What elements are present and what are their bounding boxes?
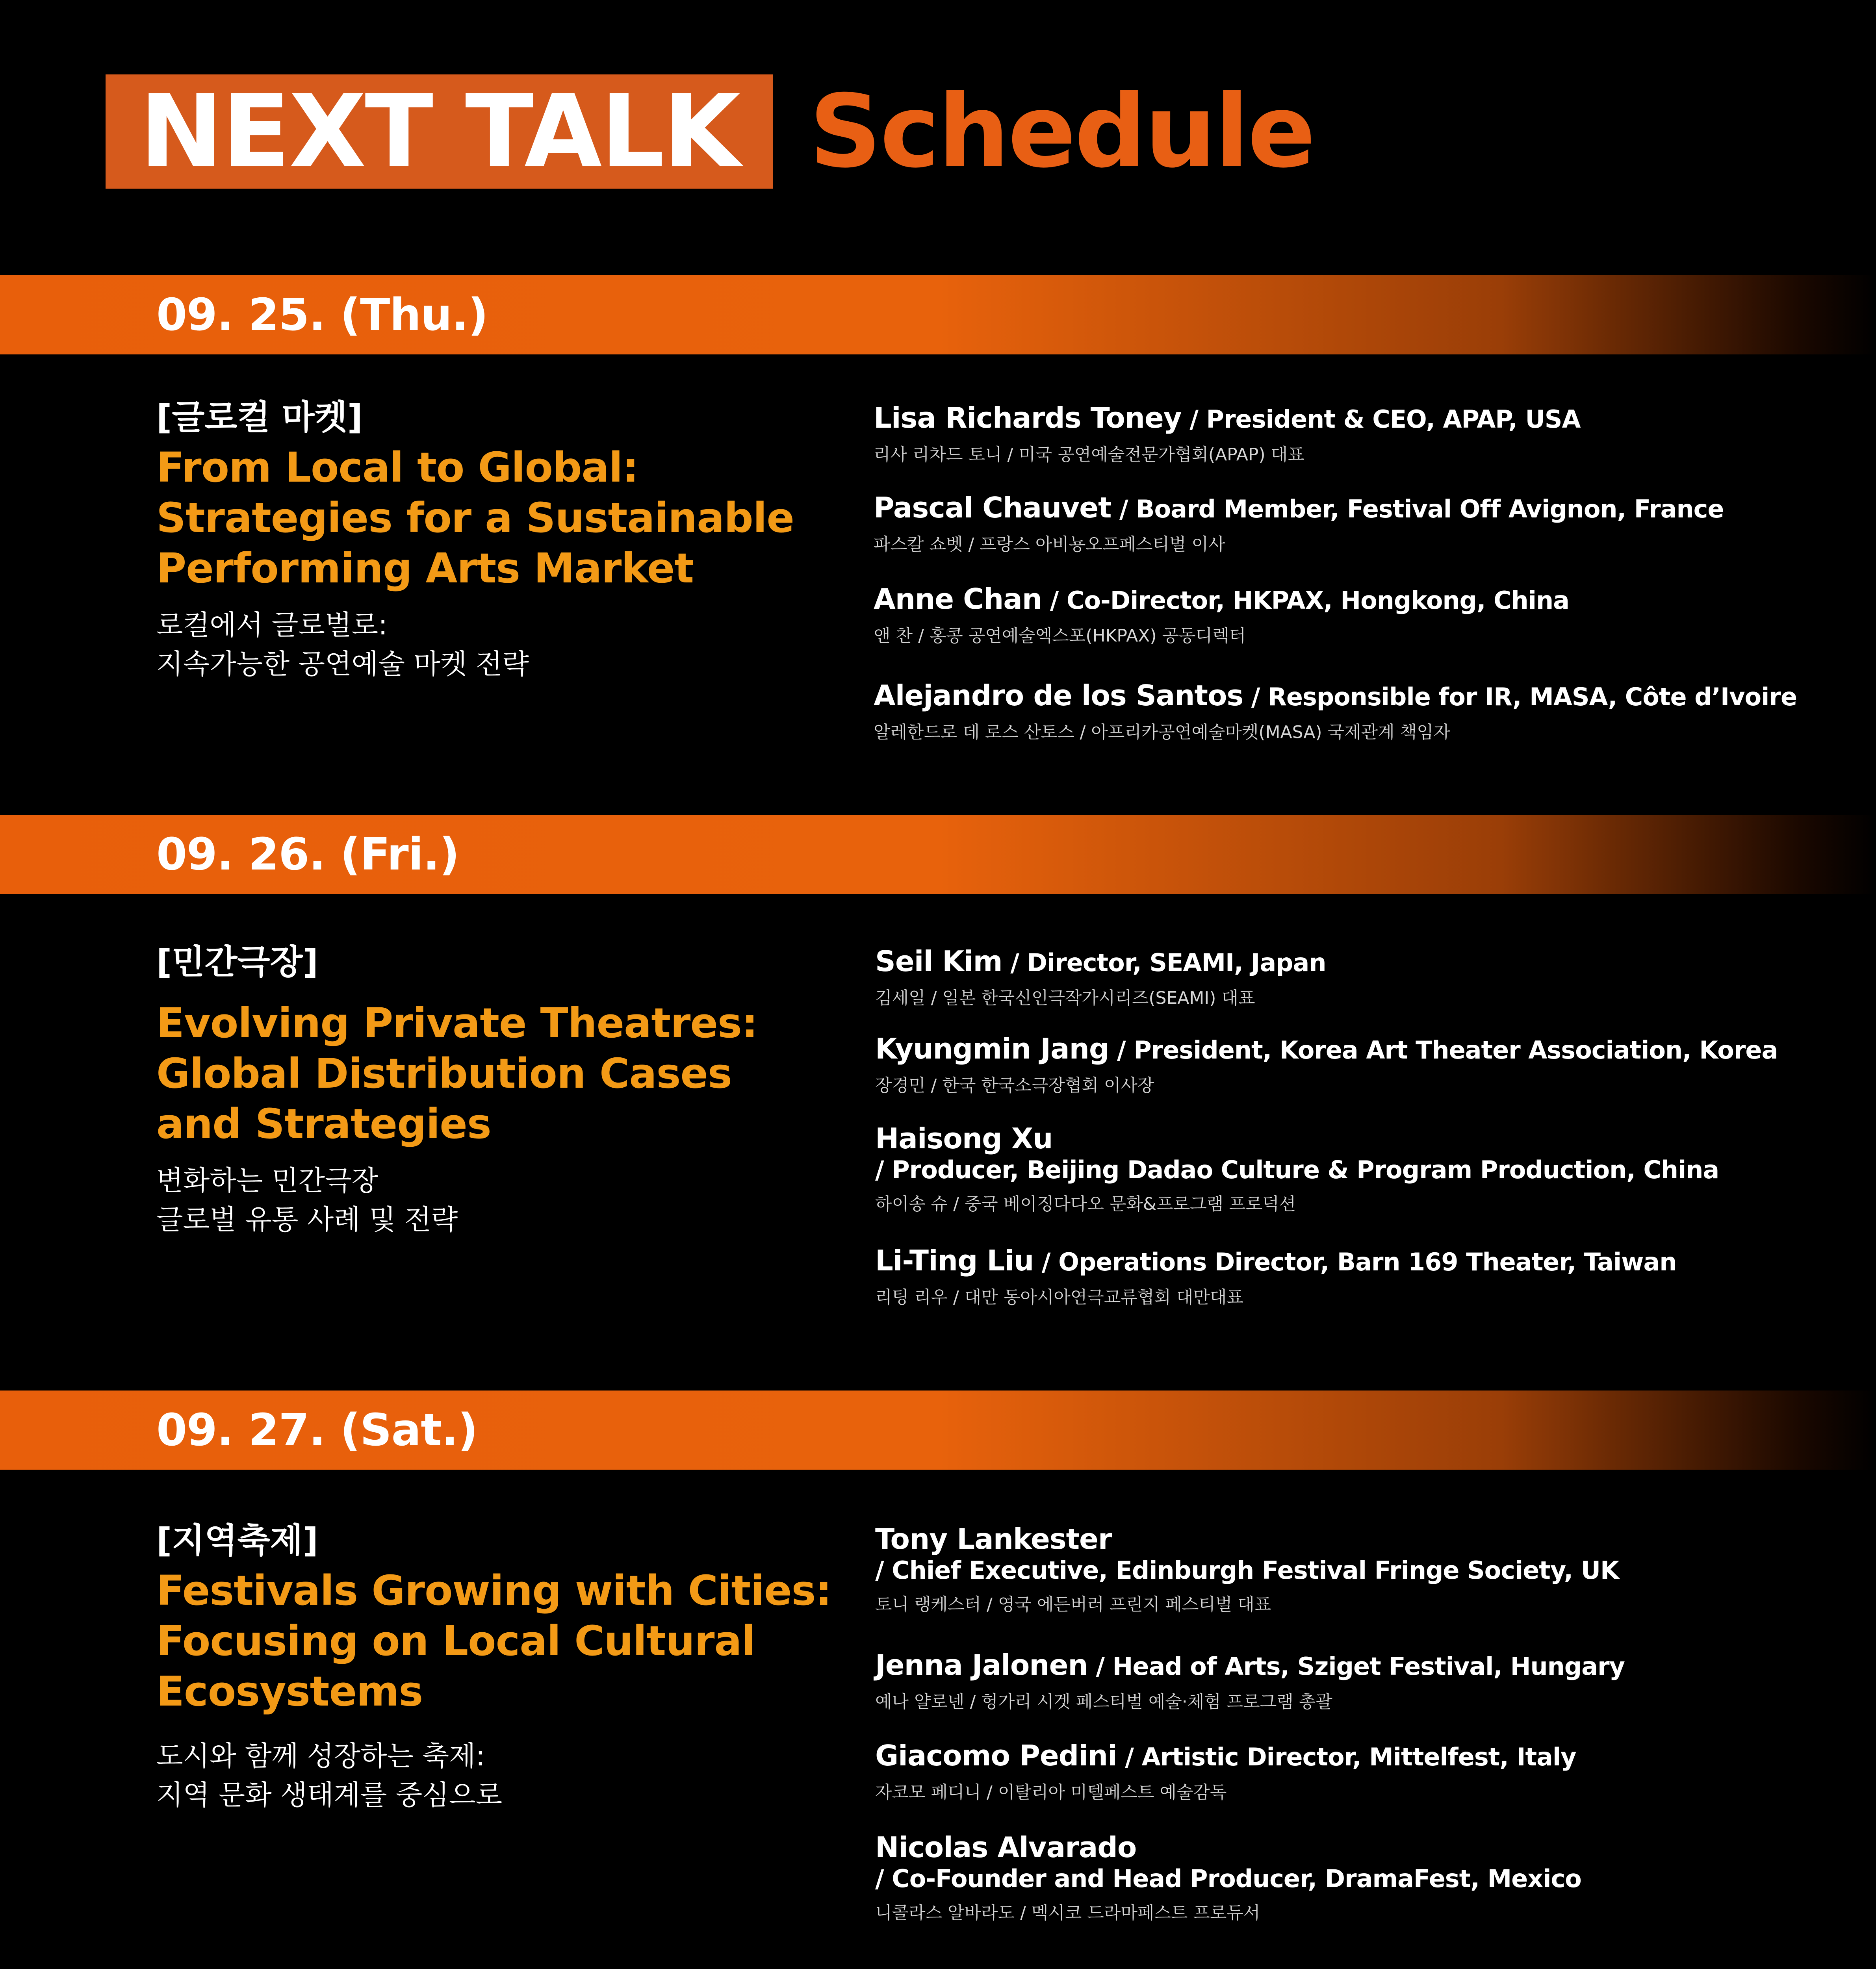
speaker-name: Lisa Richards Toney	[874, 401, 1182, 434]
title-line: and Strategies	[156, 1100, 491, 1148]
speaker-korean: 김세일 / 일본 한국신인극작가시리즈(SEAMI) 대표	[875, 988, 1255, 1008]
speaker-korean: 토니 랭케스터 / 영국 에든버러 프린지 페스티벌 대표	[875, 1594, 1271, 1615]
speaker-item	[875, 1032, 1852, 1096]
poster-header	[106, 74, 1314, 189]
speaker-name: Seil Kim	[875, 945, 1002, 978]
talk-title	[156, 443, 826, 594]
speaker-item	[875, 1244, 1852, 1308]
title-line: Strategies for a Sustainable	[156, 494, 794, 542]
speaker-name: Giacomo Pedini	[875, 1739, 1117, 1772]
speaker-item	[875, 1739, 1852, 1803]
date-band	[0, 275, 1876, 354]
speaker-role: / Board Member, Festival Off Avignon, France	[1111, 495, 1724, 523]
date-label: 09. 25. (Thu.)	[156, 289, 488, 341]
date-band	[0, 1391, 1876, 1470]
subtitle-line: 변화하는 민간극장	[156, 1164, 379, 1197]
speaker-item	[875, 1648, 1852, 1713]
speaker-name: Kyungmin Jang	[875, 1032, 1109, 1065]
speaker-role: / Responsible for IR, MASA, Côte d’Ivoire	[1243, 682, 1797, 711]
speaker-role: / President & CEO, APAP, USA	[1181, 405, 1581, 434]
talk-info	[156, 942, 826, 1240]
talk-info	[156, 397, 826, 684]
talk-info	[156, 1520, 831, 1815]
title-line: Festivals Growing with Cities:	[156, 1567, 831, 1615]
speaker-name: Haisong Xu	[875, 1122, 1053, 1155]
speaker-korean: 장경민 / 한국 한국소극장협회 이사장	[875, 1075, 1154, 1096]
title-line: Global Distribution Cases	[156, 1049, 732, 1098]
speaker-role: / Co-Director, HKPAX, Hongkong, China	[1042, 586, 1569, 615]
day-section-sat	[0, 1391, 1876, 1923]
speaker-item	[875, 945, 1852, 1009]
talk-subtitle	[156, 1161, 826, 1240]
talk-subtitle	[156, 606, 826, 684]
speaker-korean: 예나 얄로넨 / 헝가리 시겟 페스티벌 예술·체험 프로그램 총괄	[875, 1691, 1332, 1712]
speaker-name: Anne Chan	[874, 582, 1042, 616]
speaker-korean: 알레한드로 데 로스 산토스 / 아프리카공연예술마켓(MASA) 국제관계 책임자	[874, 722, 1451, 742]
day-section-fri	[0, 815, 1876, 1307]
subtitle-line: 지속가능한 공연예술 마켓 전략	[156, 648, 529, 680]
speaker-korean: 니콜라스 알바라도 / 멕시코 드라마페스트 프로듀서	[875, 1903, 1260, 1923]
speaker-name: Jenna Jalonen	[875, 1648, 1088, 1682]
speaker-role: / Head of Arts, Sziget Festival, Hungary	[1087, 1652, 1625, 1681]
speaker-korean: 자코모 페디니 / 이탈리아 미텔페스트 예술감독	[875, 1782, 1227, 1802]
talk-title	[156, 998, 826, 1150]
speaker-name: Tony Lankester	[875, 1522, 1112, 1556]
speaker-role: / Operations Director, Barn 169 Theater, Taiwan	[1034, 1248, 1677, 1276]
speaker-name: Alejandro de los Santos	[874, 679, 1243, 712]
title-line: From Local to Global:	[156, 443, 638, 492]
speaker-item	[874, 582, 1850, 647]
subtitle-line: 도시와 함께 성장하는 축제:	[156, 1739, 485, 1772]
speaker-role: / Chief Executive, Edinburgh Festival Fringe Society, UK	[875, 1556, 1619, 1585]
talk-category: [지역축제]	[156, 1521, 318, 1560]
speaker-item	[875, 1522, 1852, 1615]
title-line: Performing Arts Market	[156, 544, 694, 592]
talk-subtitle	[156, 1737, 826, 1815]
speaker-korean: 리팅 리우 / 대만 동아시아연극교류협회 대만대표	[875, 1287, 1243, 1307]
speaker-item	[875, 1831, 1852, 1924]
speaker-item	[874, 491, 1850, 555]
speaker-name: Li-Ting Liu	[875, 1244, 1034, 1277]
speaker-korean: 앤 찬 / 홍콩 공연예술엑스포(HKPAX) 공동디렉터	[874, 625, 1246, 646]
title-line: Focusing on Local Cultural	[156, 1617, 755, 1665]
day-section-thu	[0, 275, 1876, 742]
brand-text: NEXT TALK	[139, 73, 739, 190]
speaker-korean: 리사 리차드 토니 / 미국 공연예술전문가협회(APAP) 대표	[874, 444, 1304, 465]
date-label: 09. 26. (Fri.)	[156, 829, 459, 880]
speaker-role: / Artistic Director, Mittelfest, Italy	[1117, 1743, 1576, 1771]
talk-title	[156, 1566, 831, 1717]
date-label: 09. 27. (Sat.)	[156, 1404, 478, 1456]
speaker-role: / Co-Founder and Head Producer, DramaFest, Mexico	[875, 1864, 1581, 1893]
speaker-name: Nicolas Alvarado	[875, 1831, 1137, 1864]
speaker-item	[874, 679, 1850, 743]
subtitle-line: 로컬에서 글로벌로:	[156, 608, 388, 641]
talk-category: [민간극장]	[156, 942, 318, 982]
title-line: Ecosystems	[156, 1667, 423, 1715]
brand-box	[106, 74, 773, 189]
date-band	[0, 815, 1876, 894]
subtitle-line: 글로벌 유통 사례 및 전략	[156, 1203, 458, 1236]
speaker-item	[875, 1122, 1852, 1215]
subtitle-line: 지역 문화 생태계를 중심으로	[156, 1779, 503, 1811]
speaker-item	[874, 401, 1850, 465]
talk-category: [글로컬 마켓]	[156, 398, 363, 437]
page-title: Schedule	[809, 73, 1314, 190]
speaker-name: Pascal Chauvet	[874, 491, 1111, 524]
speaker-korean: 하이송 슈 / 중국 베이징다다오 문화&프로그램 프로덕션	[875, 1194, 1296, 1214]
speaker-role: / Director, SEAMI, Japan	[1002, 948, 1326, 977]
speaker-korean: 파스칼 쇼벳 / 프랑스 아비뇽오프페스티벌 이사	[874, 534, 1225, 554]
title-line: Evolving Private Theatres:	[156, 999, 758, 1048]
speaker-role: / Producer, Beijing Dadao Culture & Program Production, China	[875, 1155, 1719, 1184]
speaker-role: / President, Korea Art Theater Association, Korea	[1109, 1036, 1778, 1064]
